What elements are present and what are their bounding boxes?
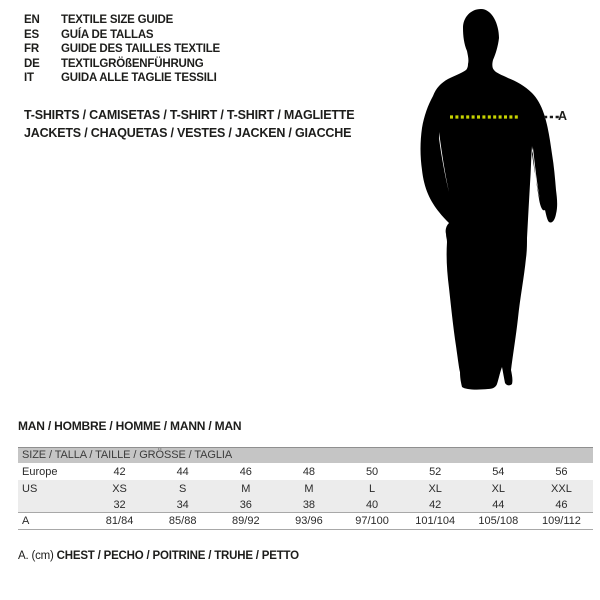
language-code: IT — [24, 72, 34, 85]
table-row-us-numbers — [18, 497, 593, 512]
size-cell: L — [369, 482, 376, 495]
language-code: FR — [24, 43, 39, 56]
row-label: A — [22, 515, 30, 527]
size-cell: 105/108 — [478, 515, 519, 527]
size-cell: 44 — [176, 465, 189, 478]
size-cell: 36 — [239, 498, 252, 511]
size-cell: XS — [112, 482, 127, 495]
table-header: SIZE / TALLA / TAILLE / GRÖSSE / TAGLIA — [18, 447, 593, 463]
size-cell: M — [241, 482, 251, 495]
row-label: Europe — [22, 465, 58, 478]
language-code: EN — [24, 14, 40, 26]
size-cell: 52 — [429, 465, 442, 478]
table-row-us-letters — [18, 480, 593, 497]
language-row-it — [24, 71, 220, 86]
size-cell: S — [179, 482, 187, 495]
size-cell: XL — [491, 482, 506, 495]
category-tshirts: T-SHIRTS / CAMISETAS / T-SHIRT / T-SHIRT / MAGLIETTE — [24, 108, 355, 122]
size-cell: 56 — [555, 465, 568, 478]
footnote-prefix: A. (cm) — [18, 550, 54, 562]
language-row-es — [24, 28, 220, 43]
size-cell: 46 — [239, 465, 252, 478]
table-row-europe — [18, 463, 593, 480]
language-label: TEXTILE SIZE GUIDE — [61, 14, 174, 26]
language-code: ES — [24, 28, 39, 41]
size-cell: 109/112 — [541, 515, 581, 527]
size-cell: 89/92 — [232, 515, 260, 527]
man-silhouette-icon — [408, 6, 598, 392]
table-row-chest-cm — [18, 512, 593, 530]
size-cell: 93/96 — [295, 515, 323, 527]
language-label: GUÍA DE TALLAS — [61, 28, 154, 41]
size-cell: 34 — [176, 498, 189, 511]
language-row-de — [24, 57, 220, 72]
size-cell: XL — [428, 482, 442, 495]
size-cell: 42 — [429, 498, 442, 511]
size-table — [18, 447, 593, 530]
language-label: GUIDA ALLE TAGLIE TESSILI — [61, 72, 217, 85]
language-label: GUIDE DES TAILLES TEXTILE — [61, 43, 220, 56]
size-cell: 46 — [555, 498, 568, 511]
measurement-footnote — [18, 550, 299, 562]
language-list — [24, 13, 220, 86]
language-code: DE — [24, 57, 40, 70]
size-cell: 32 — [113, 498, 126, 511]
language-row-en — [24, 13, 220, 28]
footnote-label: CHEST / PECHO / POITRINE / TRUHE / PETTO — [56, 550, 299, 562]
section-title-man: MAN / HOMBRE / HOMME / MANN / MAN — [18, 419, 242, 433]
size-cell: M — [304, 482, 314, 495]
size-cell: 48 — [302, 465, 316, 478]
size-cell: 101/104 — [415, 515, 456, 527]
category-jackets: JACKETS / CHAQUETAS / VESTES / JACKEN / GIACCHE — [24, 126, 352, 140]
size-cell: 81/84 — [105, 515, 134, 527]
man-silhouette-figure — [408, 6, 598, 392]
measurement-a-label: A — [558, 109, 567, 123]
size-cell: XXL — [551, 482, 572, 495]
size-cell: 42 — [113, 465, 126, 478]
size-cell: 54 — [492, 465, 505, 478]
size-cell: 97/100 — [355, 515, 389, 527]
size-cell: 50 — [365, 465, 379, 478]
man-body-shape — [421, 9, 558, 390]
category-list — [24, 106, 354, 142]
language-row-fr — [24, 42, 220, 57]
row-label: US — [22, 482, 38, 495]
language-label: TEXTILGRÖßENFÜHRUNG — [61, 57, 204, 70]
size-cell: 40 — [365, 498, 379, 511]
size-cell: 85/88 — [168, 515, 197, 527]
size-cell: 38 — [302, 498, 316, 511]
size-cell: 44 — [492, 498, 505, 511]
